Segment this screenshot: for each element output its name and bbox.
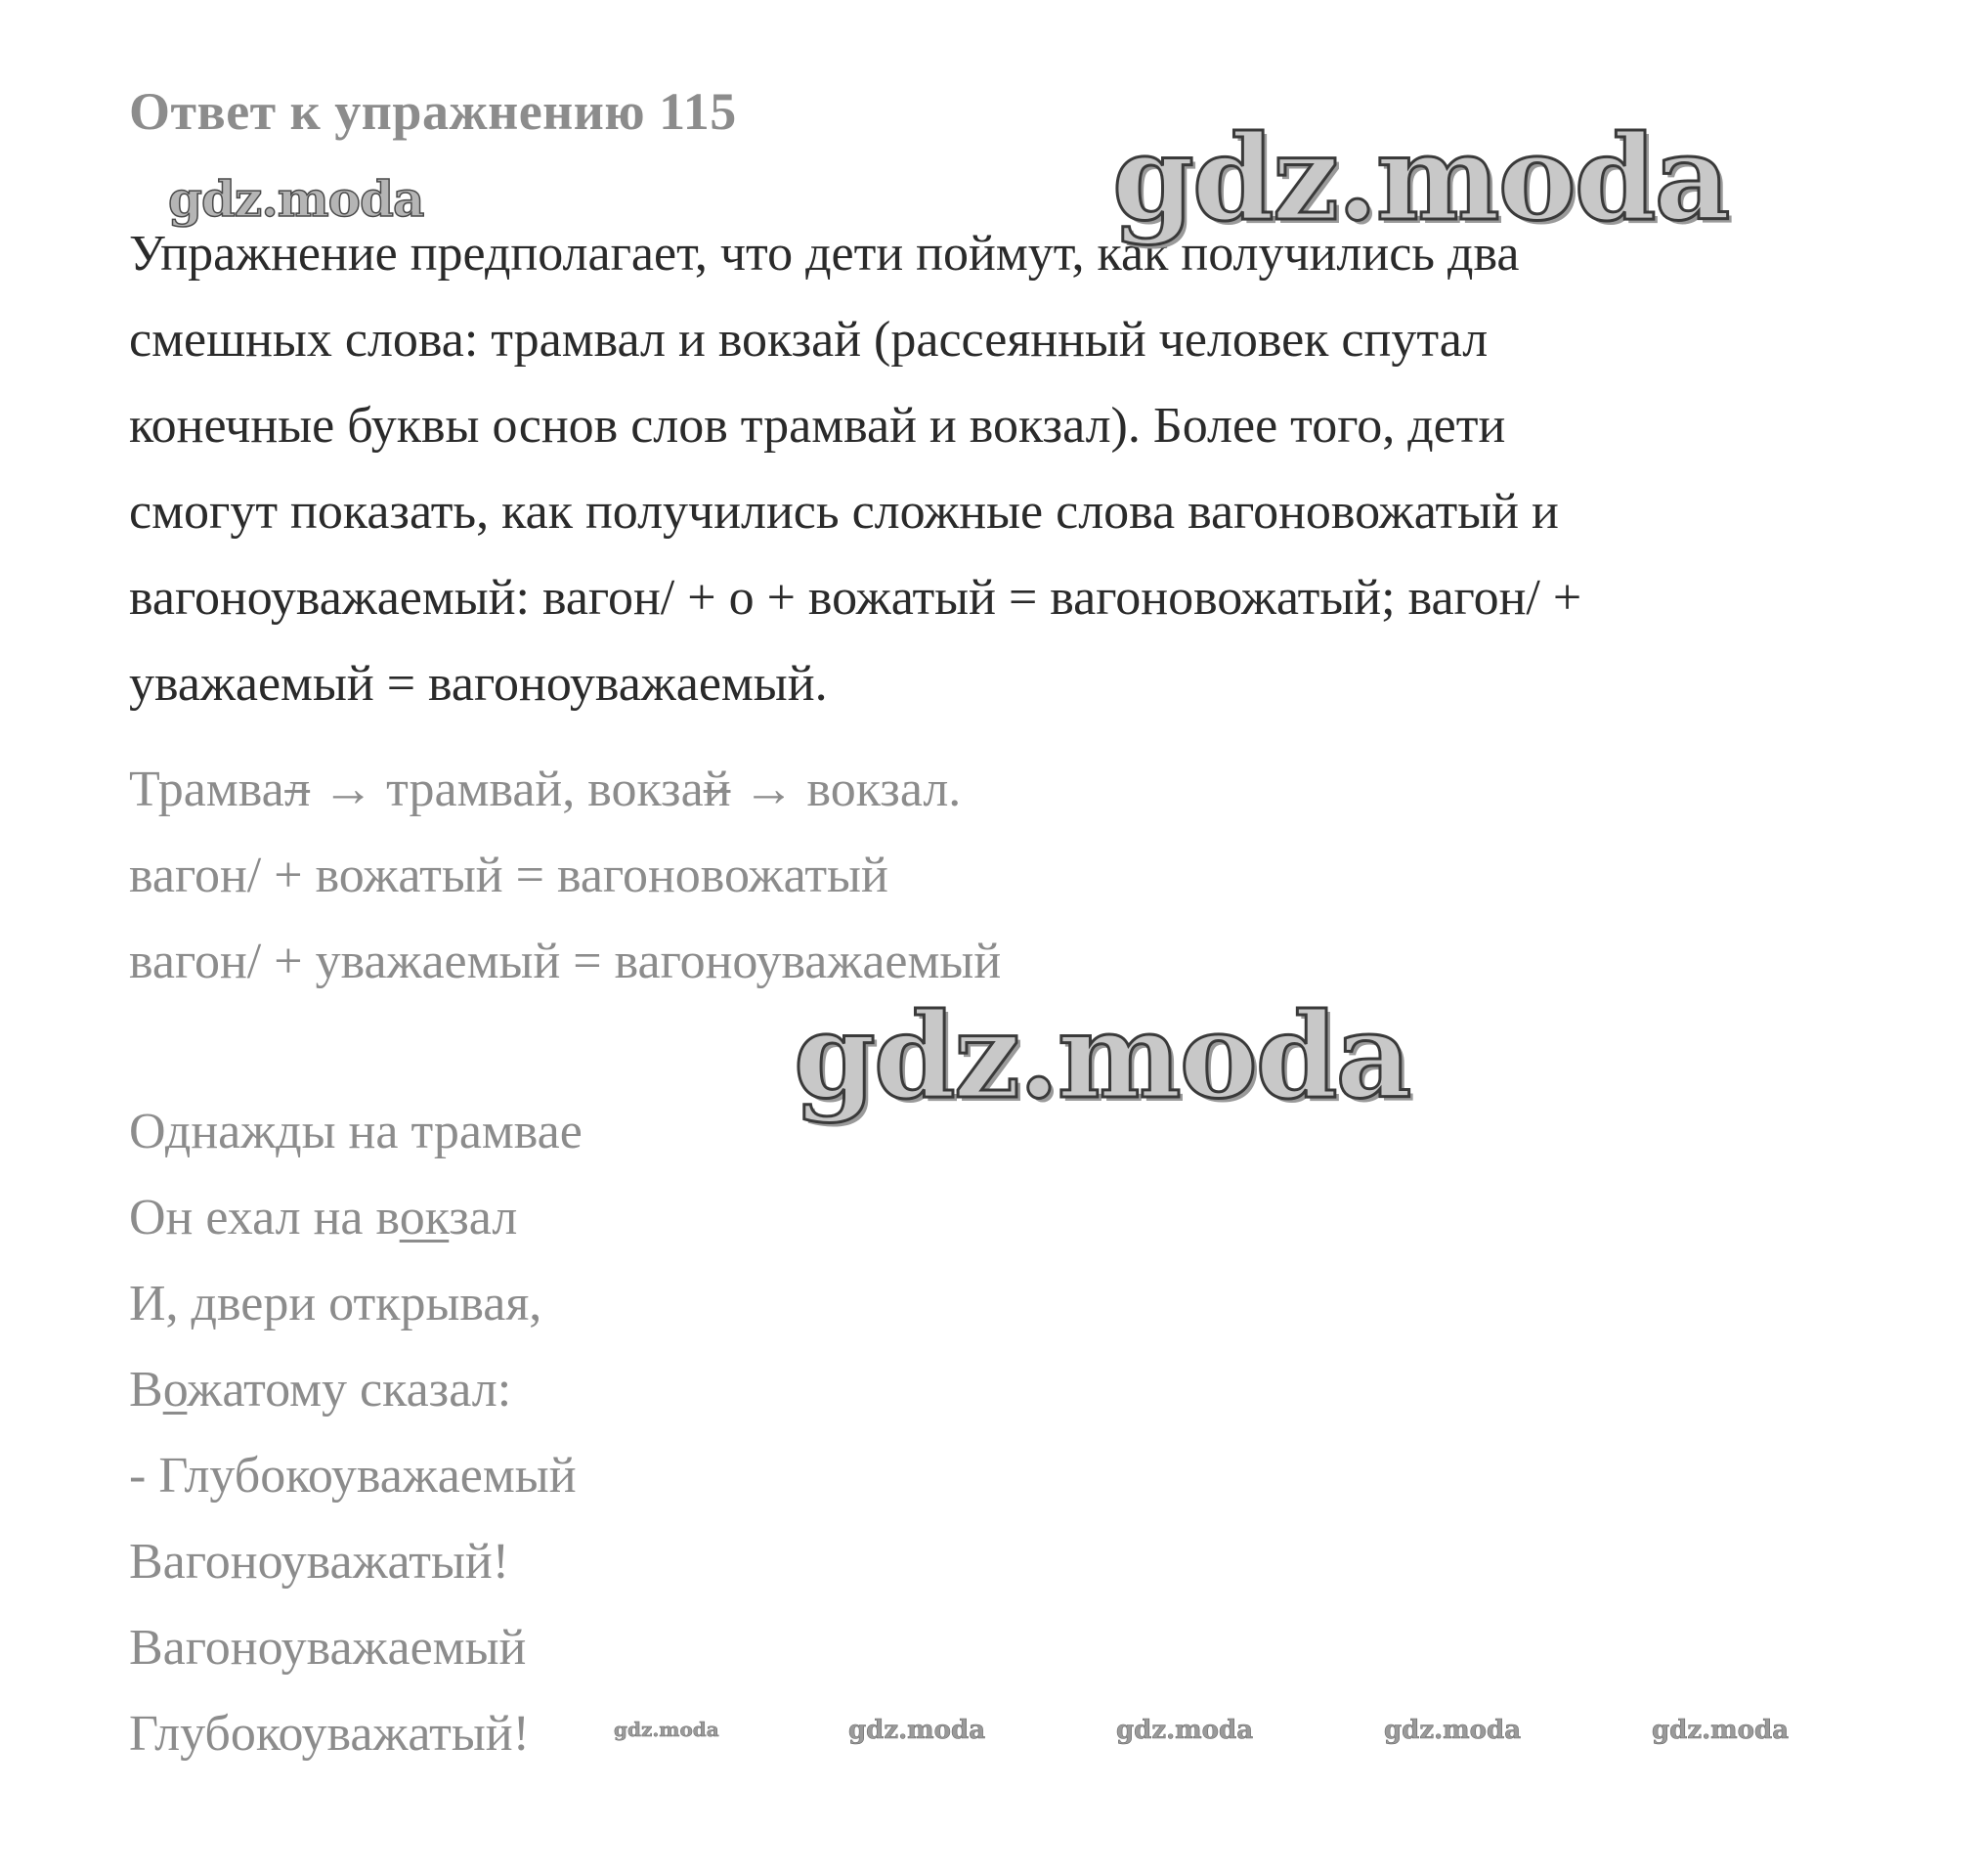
poem-line xyxy=(129,1347,583,1433)
lead-line: уважаемый = вагоноуважаемый. xyxy=(129,656,828,712)
poem-line: Однажды на трамвае xyxy=(129,1104,583,1159)
solution-line-swap xyxy=(129,747,1001,833)
watermark-logo: gdz.moda xyxy=(1116,1716,1254,1745)
poem-text: жатому сказал: xyxy=(187,1362,512,1418)
arrow-text: → вокзал. xyxy=(730,762,962,817)
lead-paragraph xyxy=(129,211,1869,727)
lead-line: смешных слова: трамвал и вокзай (рассеянный человек спутал xyxy=(129,312,1489,368)
arrow-text: → трамвай, вокза xyxy=(310,762,704,817)
page-title: Ответ к упражнению 115 xyxy=(129,82,737,141)
struck-letter: й xyxy=(703,762,731,817)
solution-block xyxy=(129,747,1001,1005)
poem-text: В xyxy=(129,1362,163,1418)
solution-line-uvazhaemyi: вагон/ + уважаемый = вагоноуважаемый xyxy=(129,934,1002,989)
poem-line: Вагоноуважаемый xyxy=(129,1620,527,1676)
underlined-letters: о xyxy=(162,1362,188,1418)
poem-line: Глубокоуважатый! xyxy=(129,1706,530,1762)
lead-line: вагоноуважаемый: вагон/ + о + вожатый = вагоновожатый; вагон/ + xyxy=(129,570,1582,626)
lead-line: смогут показать, как получились сложные слова вагоновожатый и xyxy=(129,484,1559,540)
word-stem: Трамва xyxy=(129,762,285,817)
watermark-logo: gdz.moda xyxy=(794,987,1410,1125)
poem-line xyxy=(129,1175,583,1261)
watermark-logo: gdz.moda xyxy=(168,170,424,228)
underlined-letters: ок xyxy=(399,1190,450,1245)
watermark-logo: gdz.moda xyxy=(1652,1716,1790,1745)
poem-text: Он ехал на в xyxy=(129,1190,400,1245)
poem-line: - Глубокоуважаемый xyxy=(129,1448,577,1504)
poem xyxy=(129,1089,583,1777)
lead-line: Упражнение предполагает, что дети поймут, как получились два xyxy=(129,226,1520,282)
poem-line: Вагоноуважатый! xyxy=(129,1534,510,1590)
struck-letter: л xyxy=(284,762,311,817)
poem-line: И, двери открывая, xyxy=(129,1276,542,1331)
watermark-logo: gdz.moda xyxy=(1384,1716,1522,1745)
watermark-logo: gdz.moda xyxy=(848,1716,986,1745)
watermark-logo: gdz.moda xyxy=(614,1718,719,1741)
poem-text: зал xyxy=(449,1190,518,1245)
lead-line: конечные буквы основ слов трамвай и вокзал). Более того, дети xyxy=(129,398,1506,454)
solution-line-vozhatyi: вагон/ + вожатый = вагоновожатый xyxy=(129,848,888,903)
watermark-logo: gdz.moda xyxy=(1112,109,1729,247)
